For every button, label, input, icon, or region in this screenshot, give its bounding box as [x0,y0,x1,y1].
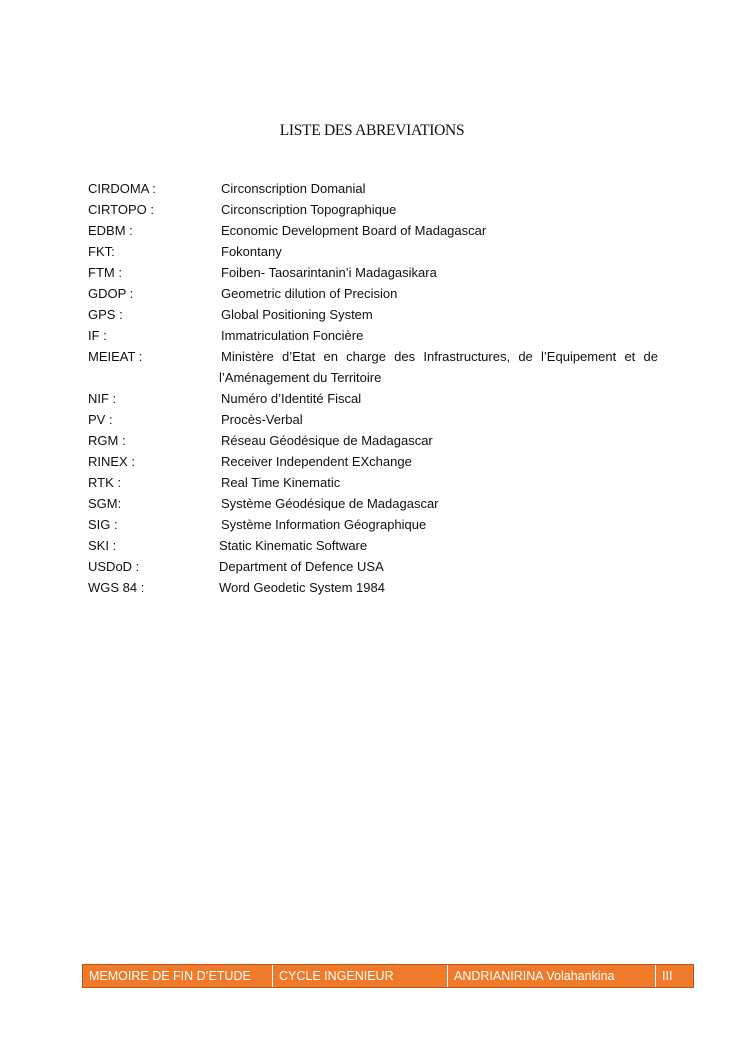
abbreviation-row [88,178,658,199]
abbreviation-row [88,430,658,451]
abbreviation-definition: Fokontany [221,244,282,259]
abbreviation-term: GDOP : [88,286,134,301]
abbreviation-list [88,178,658,598]
abbreviation-definition: Economic Development Board of Madagascar [221,223,487,238]
abbreviation-row [88,199,658,220]
abbreviation-term: GPS : [88,307,123,322]
abbreviation-row [88,493,658,514]
abbreviation-definition: Réseau Géodésique de Madagascar [221,433,433,448]
page-title: LISTE DES ABREVIATIONS [279,122,465,139]
abbreviation-definition: Système Information Géographique [221,517,427,532]
abbreviation-row [88,325,658,346]
abbreviation-term: SGM: [88,496,122,511]
abbreviation-definition: Circonscription Domanial [221,181,366,196]
abbreviation-definition: Système Géodésique de Madagascar [221,496,439,511]
abbreviation-definition: Circonscription Topographique [221,202,397,217]
abbreviation-row [88,388,658,409]
abbreviation-definition: Static Kinematic Software [219,538,368,553]
abbreviation-term: FTM : [88,265,122,280]
footer-cycle: CYCLE INGENIEUR [273,965,448,987]
abbreviation-term: NIF : [88,391,117,406]
abbreviation-row [88,283,658,304]
abbreviation-definition: Word Geodetic System 1984 [219,580,385,595]
abbreviation-term: USDoD : [88,559,140,574]
abbreviation-row [88,535,658,556]
abbreviation-term: WGS 84 : [88,580,145,595]
abbreviation-term: MEIEAT : [88,349,143,364]
abbreviation-term: SKI : [88,538,117,553]
abbreviation-row [88,577,658,598]
abbreviation-term: PV : [88,412,113,427]
abbreviation-row [88,514,658,535]
abbreviation-row [88,304,658,325]
abbreviation-term: RINEX : [88,454,135,469]
abbreviation-definition: Procès-Verbal [221,412,303,427]
footer-document-type: MEMOIRE DE FIN D’ETUDE [83,965,273,987]
abbreviation-definition: Ministère d’Etat en charge des Infrastructures, de l’Equipement et de l’Aménagement du Territoire [219,349,658,385]
abbreviation-definition: Numéro d’Identité Fiscal [221,391,362,406]
abbreviation-term: CIRDOMA : [88,181,156,196]
footer-page-number: III [662,969,673,983]
abbreviation-row [88,220,658,241]
abbreviation-term: RTK : [88,475,121,490]
abbreviation-definition: Receiver Independent EXchange [221,454,412,469]
abbreviation-term: IF : [88,328,107,343]
abbreviation-row [88,409,658,430]
abbreviation-definition: Global Positioning System [221,307,373,322]
abbreviation-definition: Immatriculation Foncière [221,328,364,343]
abbreviation-term: RGM : [88,433,126,448]
page-footer [82,964,694,988]
abbreviation-term: EDBM : [88,223,133,238]
footer-author: ANDRIANIRINA Volahankina [448,965,656,987]
abbreviation-definition: Geometric dilution of Precision [221,286,398,301]
abbreviation-definition: Foiben- Taosarintanin’i Madagasikara [221,265,437,280]
abbreviation-row [88,241,658,262]
abbreviation-definition: Real Time Kinematic [221,475,341,490]
abbreviation-row [88,556,658,577]
abbreviation-row [88,262,658,283]
abbreviation-definition: Department of Defence USA [219,559,384,574]
abbreviation-row [88,346,658,388]
abbreviation-row [88,451,658,472]
abbreviation-term: FKT: [88,244,115,259]
abbreviation-term: CIRTOPO : [88,202,154,217]
abbreviation-row [88,472,658,493]
abbreviation-term: SIG : [88,517,118,532]
